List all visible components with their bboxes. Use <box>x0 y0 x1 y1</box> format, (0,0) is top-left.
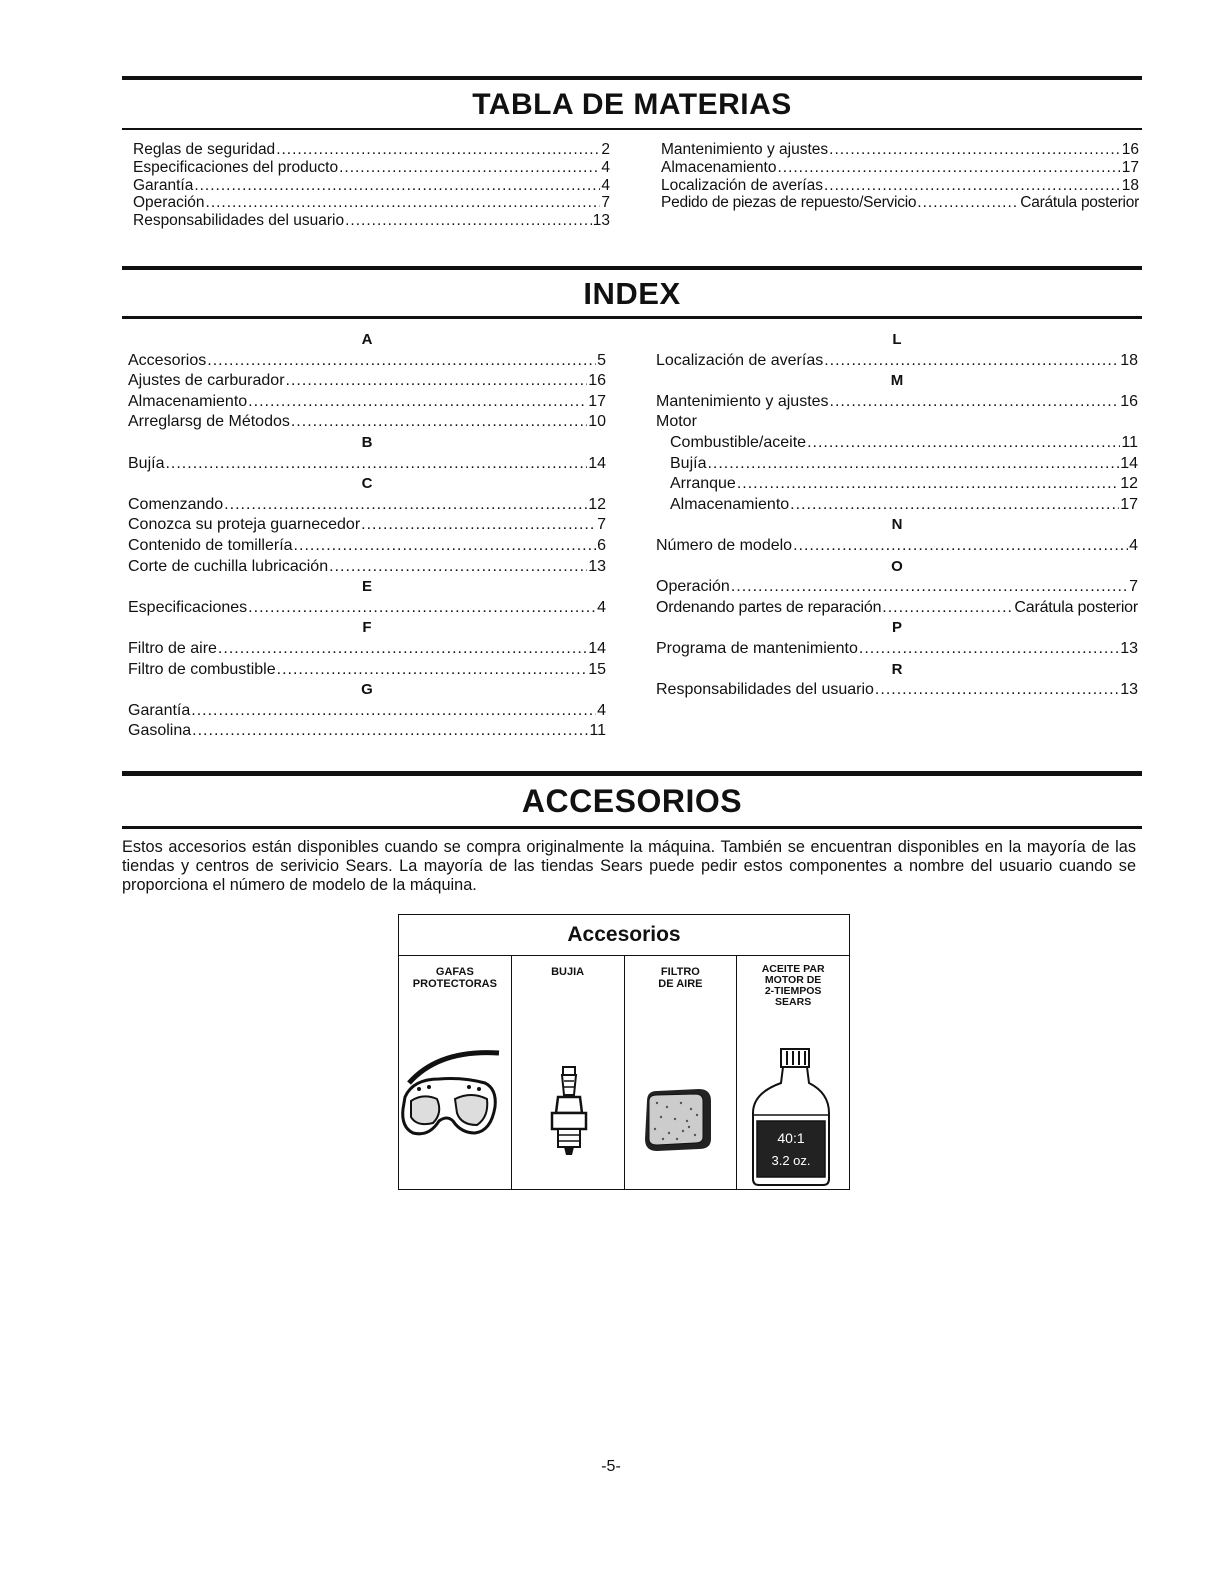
accesorios-title: ACCESORIOS <box>521 783 743 819</box>
index-entry: Almacenamiento ..... 17 <box>128 392 606 413</box>
page-number: -5- <box>601 1458 621 1475</box>
index-entry: Ordenando partes de reparación ..... Carátula posterior <box>656 598 1138 619</box>
index-letter-heading: R <box>891 660 903 678</box>
accessory-safety-glasses <box>399 956 512 1189</box>
index-entry: Arreglarsg de Métodos ..... 10 <box>128 412 606 433</box>
toc-entry: Especificaciones del producto ..... 4 <box>133 159 610 177</box>
accessories-table <box>398 914 850 1190</box>
index-entry: Garantía ..... 4 <box>128 701 606 722</box>
index-entry: Número de modelo ..... 4 <box>656 536 1138 557</box>
index-subentry: Bujía ..... 14 <box>656 454 1138 475</box>
accessory-spark-plug <box>512 956 625 1189</box>
index-letter-heading: B <box>361 433 373 451</box>
index-subentry: Almacenamiento ..... 17 <box>656 495 1138 516</box>
toc-entry: Mantenimiento y ajustes ..... 16 <box>661 141 1139 159</box>
toc-title: TABLA DE MATERIAS <box>472 88 792 121</box>
index-letter-heading: E <box>361 578 372 596</box>
index-letter-heading: A <box>361 331 373 348</box>
spark-plug-icon <box>512 1009 628 1189</box>
index-letter-heading: G <box>361 681 373 699</box>
index-letter-heading: F <box>362 619 372 637</box>
accessories-table-title: Accesorios <box>399 915 849 956</box>
index-subentry: Arranque ..... 12 <box>656 474 1138 495</box>
air-filter-icon <box>625 1009 741 1189</box>
index-entry: Responsabilidades del usuario ..... 13 <box>656 680 1138 701</box>
index-entry: Localización de averías ..... 18 <box>656 351 1138 372</box>
index-letter-heading: C <box>361 475 373 493</box>
index-entry: Gasolina ..... 11 <box>128 721 606 742</box>
oil-bottle-icon <box>737 1009 849 1189</box>
index-entry: Conozca su proteja guarnecedor ..... 7 <box>128 515 606 536</box>
index-entry: Corte de cuchilla lubricación ..... 13 <box>128 557 606 578</box>
accesorios-title-rule <box>122 826 1142 829</box>
accessory-label: FILTRO DE AIRE <box>658 966 703 990</box>
index-entry: Operación ..... 7 <box>656 577 1138 598</box>
toc-left-column <box>133 141 610 230</box>
toc-entry: Almacenamiento ..... 17 <box>661 159 1139 177</box>
safety-goggles-icon <box>399 1009 505 1189</box>
index-title-rule <box>122 316 1142 319</box>
index-letter-heading: P <box>891 619 902 637</box>
index-entry: Programa de mantenimiento ..... 13 <box>656 639 1138 660</box>
index-left-column <box>128 330 606 742</box>
accessory-air-filter <box>625 956 738 1189</box>
toc-entry: Responsabilidades del usuario ..... 13 <box>133 212 610 230</box>
index-entry-motor: Motor <box>656 413 697 431</box>
index-entry: Mantenimiento y ajustes ..... 16 <box>656 392 1138 413</box>
toc-entry: Localización de averías ..... 18 <box>661 177 1139 195</box>
accessory-label: BUJIA <box>551 966 585 978</box>
toc-top-rule <box>122 76 1142 80</box>
index-entry: Filtro de combustible ..... 15 <box>128 660 606 681</box>
index-letter-heading: L <box>892 331 902 348</box>
oil-ratio-text: 40:1 <box>777 1130 805 1146</box>
index-entry: Bujía ..... 14 <box>128 454 606 475</box>
index-entry: Contenido de tomillería ..... 6 <box>128 536 606 557</box>
accesorios-top-rule <box>122 771 1142 776</box>
toc-right-column <box>661 141 1139 212</box>
toc-entry: Reglas de seguridad ..... 2 <box>133 141 610 159</box>
accessory-label: ACEITE PAR MOTOR DE 2-TIEMPOS SEARS <box>761 963 825 1008</box>
toc-title-rule <box>122 128 1142 130</box>
accessory-two-stroke-oil <box>737 956 849 1189</box>
oil-size-text: 3.2 oz. <box>771 1153 811 1168</box>
toc-entry: Operación ..... 7 <box>133 194 610 212</box>
toc-entry: Garantía ..... 4 <box>133 177 610 195</box>
accessory-label: GAFAS PROTECTORAS <box>412 966 497 990</box>
index-entry: Filtro de aire ..... 14 <box>128 639 606 660</box>
index-right-column <box>656 330 1138 701</box>
index-letter-heading: M <box>890 372 904 390</box>
index-top-rule <box>122 266 1142 270</box>
accesorios-intro: Estos accesorios están disponibles cuando se compra originalmente la máquina. También se encuentran disponibles en la mayoría de las tiendas y centros de serivicio Sears. La mayoría de las tiendas Sears puede pedir estos componentes a nombre del usuario cuando se proporciona el número de modelo de la máquina. <box>122 838 1136 894</box>
index-letter-heading: N <box>891 516 903 534</box>
index-subentry: Combustible/aceite ..... 11 <box>656 433 1138 454</box>
index-title: INDEX <box>583 276 681 311</box>
index-entry: Comenzando ..... 12 <box>128 495 606 516</box>
index-entry: Accesorios ..... 5 <box>128 351 606 372</box>
index-letter-heading: O <box>891 557 903 575</box>
toc-entry: Pedido de piezas de repuesto/Servicio ..... Carátula posterior <box>661 194 1139 212</box>
index-entry: Especificaciones ..... 4 <box>128 598 606 619</box>
index-entry: Ajustes de carburador ..... 16 <box>128 371 606 392</box>
